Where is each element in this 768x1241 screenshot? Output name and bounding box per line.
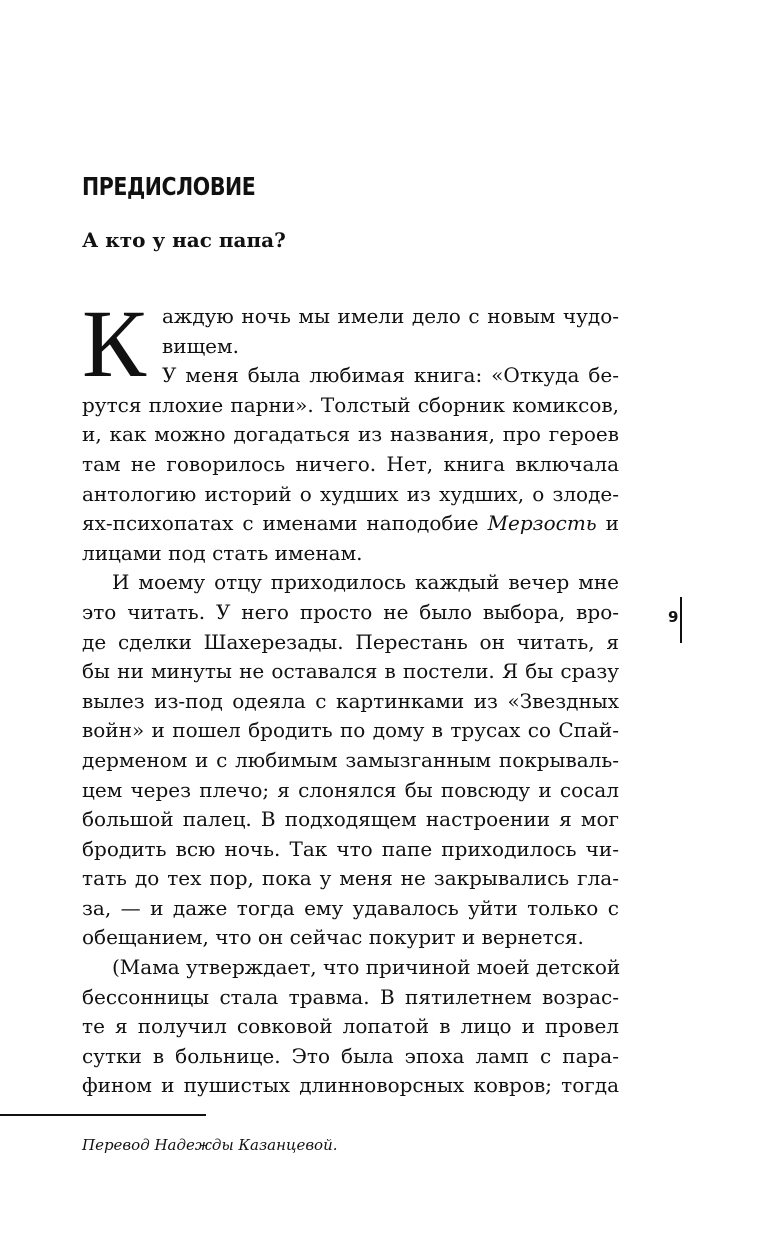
chapter-subtitle: А кто у нас папа? xyxy=(82,228,286,252)
text-line: за, — и даже тогда ему удавалось уйти только с xyxy=(82,895,619,920)
text-line: те я получил совковой лопатой в лицо и провел xyxy=(82,1014,619,1039)
text-line: вылез из-под одеяла с картинками из «Звездных xyxy=(82,688,619,713)
text-line: сутки в больнице. Это была эпоха ламп с пара- xyxy=(82,1043,619,1068)
text-line: большой палец. В подходящем настроении я мог xyxy=(82,807,619,832)
footnote-divider xyxy=(0,1114,206,1116)
text-fragment: ях-психопатах с именами наподобие xyxy=(82,511,488,536)
page-number-rule xyxy=(680,597,682,643)
italic-title: Мерзость xyxy=(487,511,597,536)
text-line: де сделки Шахерезады. Перестань он читать, я xyxy=(82,629,619,654)
text-line: вищем. xyxy=(162,333,239,358)
text-line: дерменом и с любимым замызганным покрываль- xyxy=(82,747,619,772)
text-line: цем через плечо; я слонялся бы повсюду и сосал xyxy=(82,777,619,802)
text-line: тать до тех пор, пока у меня не закрывались гла- xyxy=(82,866,619,891)
text-line: рутся плохие парни». Толстый сборник комиксов, xyxy=(82,392,619,417)
text-line: обещанием, что он сейчас покурит и вернется. xyxy=(82,925,584,950)
text-line: аждую ночь мы имели дело с новым чудо- xyxy=(162,304,619,328)
text-line: войн» и пошел бродить по дому в трусах со Спай- xyxy=(82,718,619,743)
text-line: бы ни минуты не оставался в постели. Я бы сразу xyxy=(82,659,619,684)
text-line: это читать. У него просто не было выбора, вро- xyxy=(82,599,619,624)
footnote: Перевод Надежды Казанцевой. xyxy=(82,1136,338,1154)
text-line: бродить всю ночь. Так что папе приходилось чи- xyxy=(82,836,619,861)
text-line: бессонницы стала травма. В пятилетнем возрас- xyxy=(82,984,619,1009)
text-line xyxy=(82,509,619,539)
text-line: У меня была любимая книга: «Откуда бе- xyxy=(162,363,619,388)
text-line: фином и пушистых длинноворсных ковров; тогда xyxy=(82,1073,619,1098)
page-number: 9 xyxy=(668,608,679,626)
text-line: и, как можно догадаться из названия, про героев xyxy=(82,422,619,447)
text-fragment: и xyxy=(596,511,620,536)
text-line: И моему отцу приходилось каждый вечер мне xyxy=(112,570,619,595)
body-text xyxy=(82,290,621,1101)
text-line: там не говорилось ничего. Нет, книга включала xyxy=(82,451,619,476)
text-line: лицами под стать именам. xyxy=(82,540,363,565)
text-line: антологию историй о худших из худших, о злоде- xyxy=(82,481,619,506)
text-line: (Мама утверждает, что причиной моей детской xyxy=(112,955,621,980)
drop-cap: К xyxy=(82,290,147,397)
chapter-title: ПРЕДИСЛОВИЕ xyxy=(82,172,256,201)
